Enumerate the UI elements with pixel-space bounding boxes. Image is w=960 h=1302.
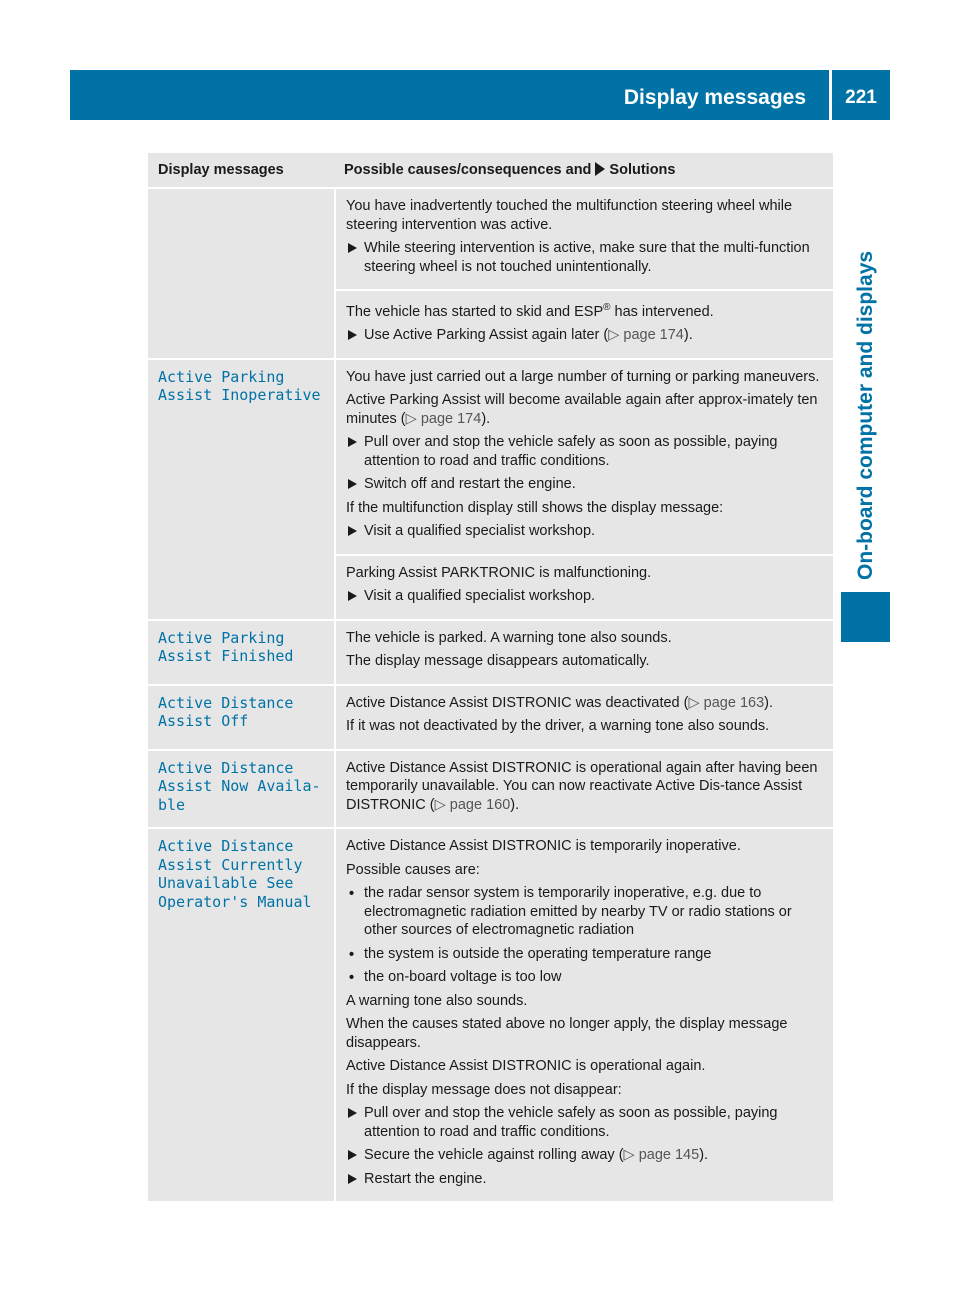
action-step: Pull over and stop the vehicle safely as soon as possible, paying attention to road and traffic conditions. (346, 1104, 823, 1141)
causes-cell (336, 686, 833, 749)
solution-arrow-icon (595, 162, 605, 176)
bullet-dot-icon: • (349, 946, 355, 963)
action-step: Restart the engine. (346, 1170, 823, 1189)
causes-cell (336, 360, 833, 619)
bullet-dot-icon: • (349, 886, 355, 903)
chapter-tab-marker (841, 592, 890, 642)
column-header-messages: Display messages (158, 162, 284, 178)
table-row (148, 189, 833, 360)
header-bar (70, 70, 890, 120)
causes-cell (336, 751, 833, 828)
action-arrow-icon (348, 479, 357, 489)
action-step: Visit a qualified specialist workshop. (346, 587, 823, 606)
page-number: 221 (845, 87, 877, 108)
cause-block: You have inadvertently touched the multifunction steering wheel while steering intervention was active. While steering intervention is active, make sure that the multi-function steering wheel is not touched unintentionally. (336, 189, 833, 291)
message-cell (148, 686, 336, 749)
chapter-tab-label: On-board computer and displays (854, 250, 877, 580)
table-row (148, 360, 833, 621)
display-message-text: Active Distance Assist Now Availa- ble (158, 758, 321, 814)
cause-block: You have just carried out a large number of turning or parking maneuvers. Active Parking Assist will become available again after approx-imately ten minutes (▷ page 174). Pull over and stop the vehicle safely as soon as possible, paying attention to road and traffic conditions. Switch off and restart the engine. If the multifunction display still shows the display message: Visit a qualified specialist workshop. (336, 360, 833, 556)
table-row (148, 751, 833, 830)
message-cell (148, 829, 336, 1201)
action-arrow-icon (348, 437, 357, 447)
action-arrow-icon (348, 1108, 357, 1118)
cause-block: Active Distance Assist DISTRONIC is operational again after having been temporarily unavailable. You can now reactivate Active Dis-tance Assist DISTRONIC (▷ page 160). (346, 759, 818, 813)
cause-item: • the on-board voltage is too low (349, 969, 562, 987)
action-step: Pull over and stop the vehicle safely as soon as possible, paying attention to road and traffic conditions. (346, 433, 823, 470)
cause-block: The vehicle is parked. A warning tone also sounds. The display message disappears automatically. (346, 629, 672, 670)
page-reference[interactable]: ▷ page 160 (434, 796, 511, 813)
cause-block: Active Distance Assist DISTRONIC is temporarily inoperative. Possible causes are: • the radar sensor system is temporarily inoperative, e.g. due to electromagnetic radiation emitted by nearby TV or radio stations or other sources of electromagnetic radiation • the system is outside the operating temperature range • the on-board voltage is too low A warning tone also sounds. When the causes stated above no longer apply, the display message disappears. Active Distance Assist DISTRONIC is operational again. If the display message does not disappear: Pull over and stop the vehicle safely as soon as possible, paying attention to road and traffic conditions. Secure the vehicle against rolling away (▷ page 145). Restart the engine. (336, 829, 833, 1201)
action-arrow-icon (348, 330, 357, 340)
column-header-causes: Possible causes/consequences and Solutions (344, 162, 676, 178)
display-message-text: Active Distance Assist Currently Unavailable See Operator's Manual (158, 837, 312, 911)
causes-cell (336, 189, 833, 358)
message-cell (148, 621, 336, 684)
message-cell (148, 360, 336, 619)
action-arrow-icon (348, 591, 357, 601)
action-step: Visit a qualified specialist workshop. (346, 522, 823, 541)
message-cell (148, 189, 336, 358)
action-arrow-icon (348, 243, 357, 253)
table-header (148, 153, 833, 189)
display-message-text: Active Distance Assist Off (158, 693, 294, 731)
page-reference[interactable]: ▷ page 174 (608, 327, 684, 344)
action-arrow-icon (348, 1150, 357, 1160)
action-step: While steering intervention is active, make sure that the multi-function steering wheel is not touched unintentionally. (346, 239, 823, 276)
action-step: Secure the vehicle against rolling away (▷ page 145). (346, 1146, 823, 1165)
action-arrow-icon (348, 1174, 357, 1184)
cause-item: • the system is outside the operating temperature range (349, 945, 712, 963)
message-cell (148, 751, 336, 828)
section-title: Display messages (623, 86, 806, 109)
page-reference[interactable]: ▷ page 174 (405, 410, 482, 427)
cause-item: • the radar sensor system is temporarily inoperative, e.g. due to electromagnetic radiation emitted by nearby TV or radio stations or other sources of electromagnetic radiation (349, 885, 792, 939)
cause-block: Parking Assist PARKTRONIC is malfunctioning. Visit a qualified specialist workshop. (336, 556, 833, 619)
page-reference[interactable]: ▷ page 145 (623, 1147, 700, 1164)
cause-block: The vehicle has started to skid and ESP® has intervened. Use Active Parking Assist again later (▷ page 174). (336, 291, 833, 358)
causes-cell (336, 829, 833, 1201)
table-row (148, 686, 833, 751)
page-reference[interactable]: ▷ page 163 (688, 694, 765, 711)
display-message-text: Active Parking Assist Inoperative (158, 367, 321, 405)
table-row (148, 829, 833, 1203)
action-arrow-icon (348, 526, 357, 536)
display-messages-table (148, 153, 833, 1203)
action-step: Use Active Parking Assist again later (▷ page 174). (346, 326, 823, 345)
display-message-text: Active Parking Assist Finished (158, 628, 294, 666)
causes-cell (336, 621, 833, 684)
cause-block: Active Distance Assist DISTRONIC was deactivated (▷ page 163). If it was not deactivated by the driver, a warning tone also sounds. (346, 694, 774, 735)
bullet-dot-icon: • (349, 970, 355, 987)
action-step: Switch off and restart the engine. (346, 475, 823, 494)
table-row (148, 621, 833, 686)
